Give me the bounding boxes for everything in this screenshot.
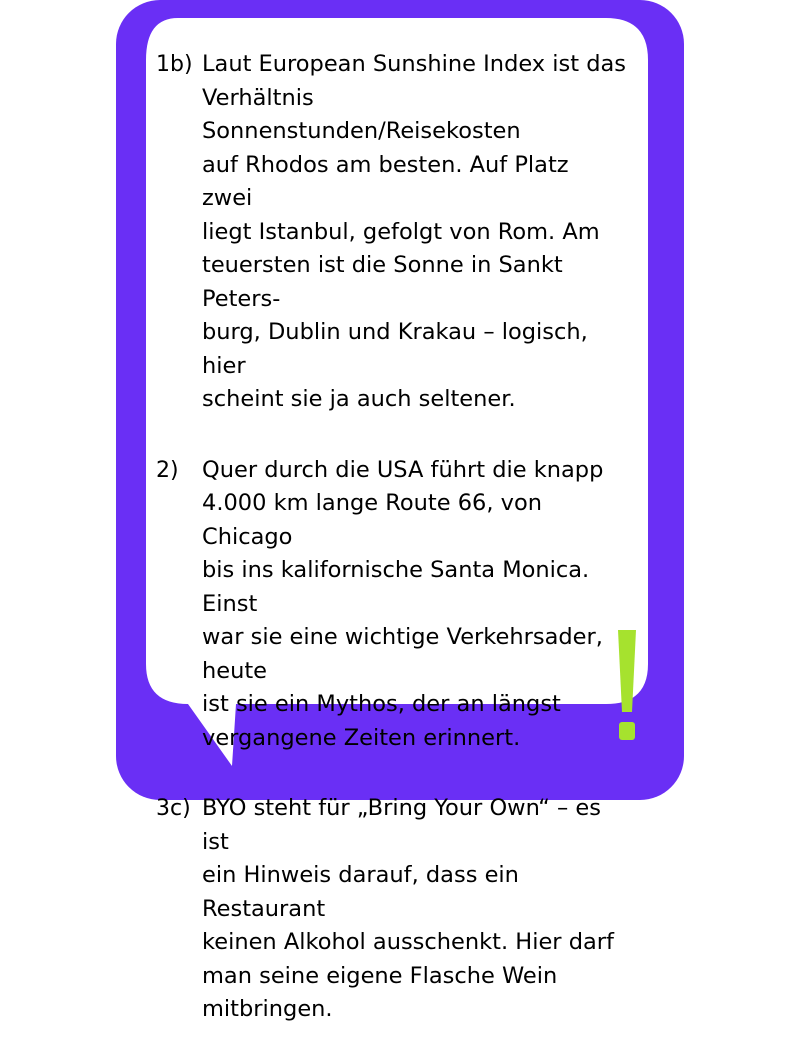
answer-number: 3c) [156, 796, 191, 821]
answer-number: 1b) [156, 52, 193, 77]
exclamation-mark-icon [612, 628, 642, 748]
answer-entry-1 [156, 48, 626, 417]
answer-text: BYO steht für „Bring Your Own“ – es ist ein Hinweis darauf, dass ein Restaurant keinen Alkohol ausschenkt. Hier darf man seine eigene Flasche Wein mitbringen. [202, 795, 614, 1022]
answers-list [156, 48, 626, 1064]
answer-number: 2) [156, 457, 179, 483]
answer-text: Laut European Sunshine Index ist das Verhältnis Sonnenstunden/Reisekosten auf Rhodos am besten. Auf Platz zwei liegt Istanbul, gefolgt von Rom. Am teuersten ist die Sonne in Sankt Peters- burg, Dublin und Krakau – logisch, hier scheint sie ja auch seltener. [202, 51, 627, 412]
answer-entry-2 [156, 454, 626, 756]
answer-text: Quer durch die USA führt die knapp 4.000 km lange Route 66, von Chicago bis ins kalifornische Santa Monica. Einst war sie eine wichtige Verkehrsader, heute ist sie ein Mythos, der an längst vergangene Zeiten erinnert. [202, 456, 604, 751]
answer-entry-3 [156, 792, 626, 1027]
